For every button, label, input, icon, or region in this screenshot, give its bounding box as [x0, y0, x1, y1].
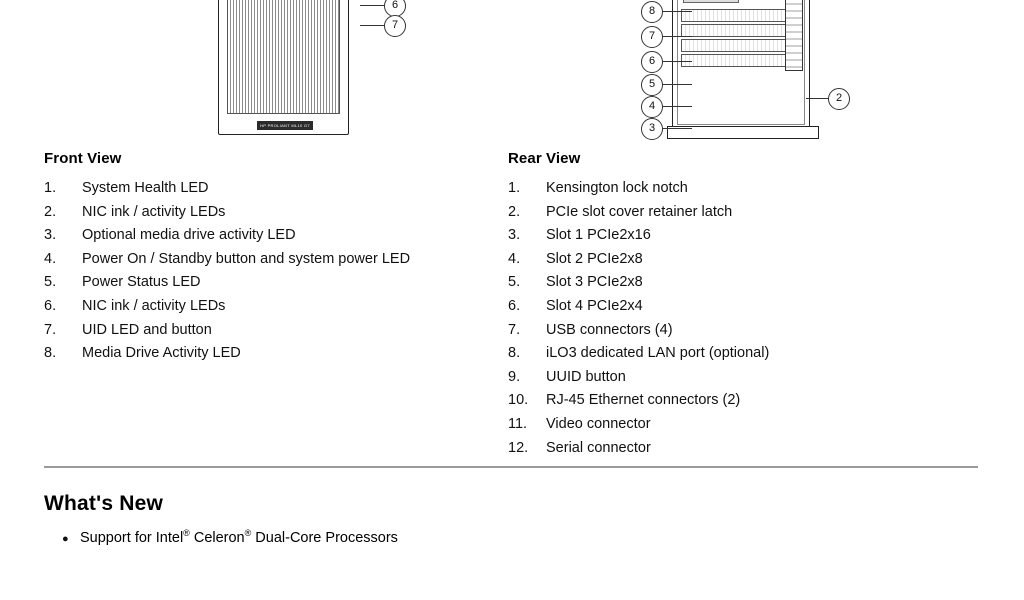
item-number: 5.	[44, 274, 57, 291]
item-label: Slot 2 PCIe2x8	[546, 250, 643, 267]
item-label: UID LED and button	[82, 321, 212, 338]
item-number: 5.	[508, 274, 521, 291]
item-label: Kensington lock notch	[546, 180, 688, 196]
item-label: UUID button	[546, 368, 626, 385]
pcie-slot-3	[681, 39, 787, 52]
item-number: 6.	[508, 297, 521, 314]
item-number: 4.	[508, 250, 521, 267]
item-label: PCIe slot cover retainer latch	[546, 203, 733, 220]
item-label: NIC ink / activity LEDs	[82, 297, 226, 314]
item-number: 3.	[44, 227, 57, 244]
rear-leader-line-7	[662, 36, 692, 37]
bullet-icon: ●	[62, 532, 69, 545]
pcie-slot-1	[681, 9, 787, 22]
io-port-cluster	[683, 0, 739, 3]
item-number: 12.	[508, 439, 529, 456]
front-leader-line-6	[360, 5, 386, 6]
list-item	[44, 319, 484, 343]
whats-new-heading: What's New	[44, 492, 164, 515]
item-label-middle: Celeron	[189, 529, 245, 546]
front-callout-6: 6	[384, 0, 406, 17]
item-number: 8.	[508, 345, 521, 362]
item-number: 11.	[508, 415, 528, 432]
item-number: 2.	[508, 203, 521, 220]
front-grille	[227, 0, 340, 114]
list-item	[508, 413, 978, 437]
list-item	[44, 177, 484, 201]
product-badge: HP PROLIANT ML10 G7	[257, 121, 313, 130]
rear-leader-line-2	[806, 98, 830, 99]
list-item	[62, 522, 398, 550]
item-number: 8.	[44, 345, 57, 362]
front-callout-7: 7	[384, 15, 406, 37]
rear-leader-line-5	[662, 84, 692, 85]
list-item	[508, 177, 978, 201]
rear-callout-7: 7	[641, 26, 663, 48]
item-label: Power On / Standby button and system power LED	[82, 250, 411, 267]
rear-leader-line-6	[662, 61, 692, 62]
product-illustrations	[0, 0, 1024, 145]
item-label: Slot 1 PCIe2x16	[546, 227, 651, 244]
list-item	[508, 437, 978, 461]
item-number: 1.	[508, 180, 521, 196]
registered-mark-1: ®	[183, 528, 190, 538]
front-view-illustration	[218, 0, 349, 135]
pcie-slot-4	[681, 54, 787, 67]
whats-new-list	[62, 522, 398, 550]
list-item	[508, 271, 978, 295]
rear-view-illustration	[672, 0, 810, 130]
rear-leader-line-4	[662, 106, 692, 107]
item-label: USB connectors (4)	[546, 321, 673, 338]
rear-callout-4: 4	[641, 96, 663, 118]
item-number: 6.	[44, 297, 57, 314]
list-item	[508, 389, 978, 413]
item-number: 4.	[44, 250, 57, 267]
list-item	[44, 271, 484, 295]
list-item	[508, 248, 978, 272]
rear-callout-6: 6	[641, 51, 663, 73]
item-label-suffix: Dual-Core Processors	[251, 529, 398, 546]
front-leader-line-7	[360, 25, 386, 26]
list-item	[44, 295, 484, 319]
rear-leader-line-8	[662, 11, 692, 12]
item-label: Media Drive Activity LED	[82, 345, 241, 362]
pcie-slot-2	[681, 24, 787, 37]
rear-callout-3: 3	[641, 118, 663, 140]
list-item	[508, 319, 978, 343]
item-label: NIC ink / activity LEDs	[82, 203, 226, 220]
item-number: 3.	[508, 227, 521, 244]
item-label: System Health LED	[82, 180, 209, 196]
rear-leader-line-3	[662, 128, 692, 129]
item-label: iLO3 dedicated LAN port (optional)	[546, 345, 770, 362]
item-label: Slot 4 PCIe2x4	[546, 297, 643, 314]
item-number: 9.	[508, 368, 521, 385]
item-number: 7.	[44, 321, 57, 338]
item-number: 7.	[508, 321, 521, 338]
item-label: Serial connector	[546, 439, 651, 456]
list-item	[508, 201, 978, 225]
list-item	[508, 342, 978, 366]
list-item	[44, 248, 484, 272]
item-label: Video connector	[546, 415, 651, 432]
list-item	[508, 366, 978, 390]
list-item	[44, 224, 484, 248]
item-label	[80, 522, 398, 549]
front-view-heading: Front View	[44, 150, 122, 167]
item-number: 2.	[44, 203, 57, 220]
rear-view-list	[508, 177, 978, 460]
list-item	[508, 295, 978, 319]
item-label: Slot 3 PCIe2x8	[546, 274, 643, 291]
list-item	[508, 224, 978, 248]
item-number: 10.	[508, 392, 529, 409]
item-label: Power Status LED	[82, 274, 201, 291]
list-item	[44, 342, 484, 366]
rear-callout-5: 5	[641, 74, 663, 96]
front-view-section	[44, 150, 484, 366]
item-number: 1.	[44, 180, 57, 196]
item-label: RJ-45 Ethernet connectors (2)	[546, 392, 741, 409]
rear-callout-2: 2	[828, 88, 850, 110]
section-divider	[44, 466, 978, 468]
rear-view-section	[508, 150, 978, 460]
slot-cover-retainer-latch	[785, 0, 803, 71]
item-label-prefix: Support for Intel	[80, 529, 184, 546]
front-view-list	[44, 177, 484, 366]
rear-callout-8: 8	[641, 1, 663, 23]
rear-view-heading: Rear View	[508, 150, 581, 167]
item-label: Optional media drive activity LED	[82, 227, 296, 244]
registered-mark-2: ®	[244, 528, 252, 538]
list-item	[44, 201, 484, 225]
